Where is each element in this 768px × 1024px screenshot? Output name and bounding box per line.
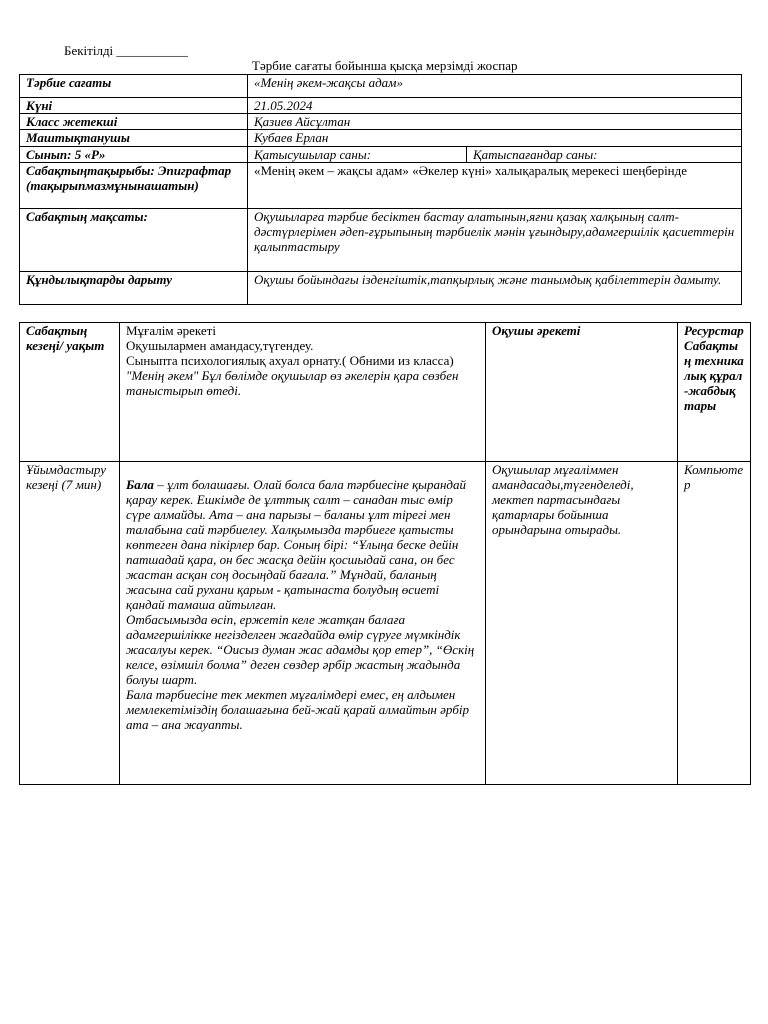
date-value: 21.05.2024 [248,98,742,114]
class-leader-label: Класс жетекші [20,114,248,130]
info-table [19,74,742,305]
resources-cell: Компьютер [678,462,751,785]
stage-cell: Ұйымдастыру кезеңі (7 мин) [20,462,120,785]
topic-label: Тәрбие сағаты [20,75,248,98]
grade-label: Сынып: 5 «Р» [20,147,248,163]
specialist-value: Кубаев Ерлан [248,130,742,147]
specialist-label: Маштықтанушы [20,130,248,147]
plan-table [19,322,751,785]
teacher-bold-word: Бала [126,477,154,492]
teacher-paragraph-1: – ұлт болашағы. Олай болса бала тәрбиесіне қырандай қарау керек. Ешкімде де ұлттық салт – санадан тыс өмір сүре алмайды. Ата – ана парызы – баланы ұлт тірегі мен талабына сай тәрбиелеу. Халқымызда тәрбиеге қатысты көптеген дана пікірлер бар. Соның бірі: “Ұлыңа беске дейін патшадай қара, он бес жасқа дейін қосшыдай сана, он бес жастан асқан соң досыңдай бағала.” Мұндай, баланың жасына сай рухани қарым - қатынаста болудың өсиеті қандай тамаша айтылған. [126,477,466,612]
teacher-action-cell [120,462,486,785]
teacher-header-line3: "Менің әкем" Бұл бөлімде оқушылар өз әкелерін қара сөзбен таныстырып өтеді. [126,368,459,398]
stage-header: Сабақтың кезеңі/ уақыт [20,323,120,462]
goal-value: Оқушыларға тәрбие бесіктен бастау алатынын,яғни қазақ халқының салт-дәстүрлерімен әдеп-ғұрыпының тәрбиелік мәнін ұғындыру,адамгершілік қасиеттерін қалыптастыру [248,209,742,272]
absent-count-label: Қатыспағандар саны: [467,147,742,163]
teacher-header-line2: Сыныпта психологиялық ахуал орнату.( Обними из класса) [126,353,454,368]
values-label: Құндылықтарды дарыту [20,272,248,305]
teacher-paragraph-2: Отбасымызда өсіп, ержетіп келе жатқан балаға адамгершілікке негізделген жағдайда өмір сүруге мүмкіндік жасалуы керек. “Оисыз думан жас адамды қор етер”, “Өскің келсе, өзімшіл болма” деген сөздер әрбір жастың жадында болуы шарт. [126,612,475,687]
document-title: Тәрбие сағаты бойынша қысқа мерзімді жоспар [252,58,518,73]
resources-header: Ресурстар Сабақтың техникалық құрал-жабдықтары [678,323,751,462]
approved-line: Бекітілді ___________ [64,43,188,58]
present-count-label: Қатысушылар саны: [248,147,467,163]
student-header: Оқушы әрекеті [486,323,678,462]
teacher-header-title: Мұғалім әрекеті [126,323,216,338]
lesson-topic-value: «Менің әкем – жақсы адам» «Әкелер күні» халықаралық мерекесі шеңберінде [248,163,742,209]
lesson-topic-label: Сабақтыңтақырыбы: Эпиграфтар (тақырыпмазмұнынашатын) [20,163,248,209]
student-action-cell: Оқушылар мұғаліммен амандасады,түгенделеді, мектеп партасындағы қатарлары бойынша орындарына отырады. [486,462,678,785]
teacher-header [120,323,486,462]
class-leader-value: Қазиев Айсұлтан [248,114,742,130]
teacher-header-line1: Оқушылармен амандасу,түгендеу. [126,338,314,353]
date-label: Күні [20,98,248,114]
topic-value: «Менің әкем-жақсы адам» [248,75,742,98]
teacher-paragraph-3: Бала тәрбиесіне тек мектеп мұғалімдері емес, ең алдымен мемлекетіміздің болашағына бей-жай қарай алмайтын әрбір ата – ана жауапты. [126,687,470,732]
goal-label: Сабақтың мақсаты: [20,209,248,272]
values-value: Оқушы бойындағы ізденгіштік,тапқырлық және танымдық қабілеттерін дамыту. [248,272,742,305]
